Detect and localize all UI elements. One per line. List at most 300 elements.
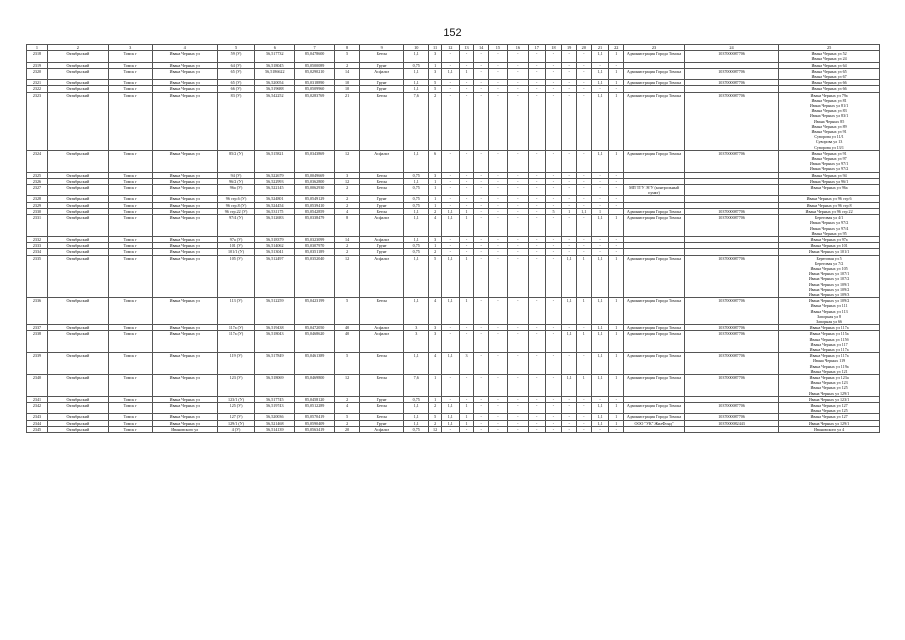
column-header: 18	[545, 45, 562, 51]
address-line: Ивана Черных ул 117	[810, 341, 848, 347]
table-cell: -	[474, 325, 489, 331]
address-line: Ивана Черных ул 97/2	[809, 166, 849, 172]
table-cell: 105 (У)	[217, 255, 255, 298]
table-cell: 56,522145	[255, 185, 295, 196]
column-header: 22	[609, 45, 624, 51]
table-cell: 56,519688	[255, 86, 295, 92]
table-cell: 1037000087706	[684, 325, 778, 331]
table-cell: 2	[429, 208, 442, 214]
table-cell: 1037000087706	[684, 374, 778, 396]
table-cell: 1	[429, 202, 442, 208]
table-cell: 85,0549129	[295, 196, 335, 202]
table-cell: Томск г	[108, 208, 152, 214]
table-cell: Томск г	[108, 92, 152, 150]
table-cell: 1,1	[591, 331, 609, 353]
table-cell: -	[545, 92, 562, 150]
table-cell: 56,517849	[255, 353, 295, 375]
table-cell: 0,75	[404, 243, 429, 249]
address-line: Ивана Черных ул 129/1	[808, 390, 850, 396]
table-cell: -	[545, 249, 562, 255]
table-cell: -	[528, 249, 545, 255]
table-cell: 1037000082443	[684, 420, 778, 426]
table-cell: -	[489, 62, 508, 68]
table-cell: 1,1	[591, 374, 609, 396]
table-cell: 1,1	[441, 298, 459, 325]
table-cell: 1,1	[562, 255, 577, 298]
table-cell: -	[545, 403, 562, 414]
table-cell	[779, 331, 880, 353]
table-cell: Октябрьский	[47, 420, 108, 426]
table-cell: Администрация Города Томска	[624, 150, 685, 172]
table-cell: -	[441, 178, 459, 184]
address-line: Ивана Черных ул 94	[811, 172, 847, 178]
table-cell: Асфальт	[360, 325, 404, 331]
table-cell: -	[489, 86, 508, 92]
address-line: Ивана Черных ул 96 стр 22	[805, 208, 853, 214]
address-line: Ивана Черных ул 101/1	[808, 249, 850, 255]
table-cell: -	[577, 172, 592, 178]
table-cell: 2334	[27, 249, 48, 255]
table-cell: 1,1	[441, 353, 459, 375]
table-cell: 1,1	[404, 51, 429, 62]
table-cell: -	[562, 249, 577, 255]
table-cell: 1	[609, 51, 624, 62]
table-cell: 85,0509960	[295, 86, 335, 92]
table-cell: -	[507, 86, 528, 92]
address-line: Ивана Черных ул 127	[810, 414, 848, 420]
table-cell	[779, 298, 880, 325]
table-cell: -	[577, 243, 592, 249]
table-cell: Ивана Черных ул	[152, 202, 217, 208]
table-cell: 85,0318890	[295, 80, 335, 86]
table-cell: 1,1	[562, 298, 577, 325]
table-cell: -	[459, 196, 474, 202]
table-cell: 2321	[27, 80, 48, 86]
table-cell: -	[507, 396, 528, 402]
address-line: Ивана Черных ул 123/1	[808, 396, 850, 402]
table-cell: 7,6	[404, 92, 429, 150]
table-cell: -	[528, 414, 545, 420]
column-header: 24	[684, 45, 778, 51]
table-cell: 2343	[27, 414, 48, 420]
table-cell: -	[489, 178, 508, 184]
table-cell: -	[459, 426, 474, 432]
table-cell: Ивана Черных ул	[152, 325, 217, 331]
table-cell: Администрация Города Томска	[624, 51, 685, 62]
table-cell: -	[489, 243, 508, 249]
table-cell: 1,1	[441, 414, 459, 420]
table-cell: -	[459, 172, 474, 178]
table-cell: Октябрьский	[47, 249, 108, 255]
table-cell: 1037000087706	[684, 51, 778, 62]
column-header: 13	[459, 45, 474, 51]
table-cell: 96 стр.8 (У)	[217, 202, 255, 208]
table-cell: -	[545, 172, 562, 178]
address-line: Суворова ул 11/1	[814, 134, 844, 140]
table-cell: Асфальт	[360, 236, 404, 242]
table-cell: Томск г	[108, 172, 152, 178]
table-cell: 85,0461389	[295, 353, 335, 375]
table-cell: 85,0590409	[295, 420, 335, 426]
table-cell: 1,1	[441, 215, 459, 237]
table-cell: -	[507, 249, 528, 255]
column-header: 23	[624, 45, 685, 51]
table-cell: -	[474, 331, 489, 353]
table-cell: -	[562, 185, 577, 196]
table-cell: 2341	[27, 396, 48, 402]
table-cell: 12	[335, 178, 360, 184]
address-line: Ивана Черных ул 123а	[809, 374, 849, 380]
table-cell: Грунт	[360, 62, 404, 68]
address-line: Ивана Черных ул 125	[810, 385, 848, 391]
address-line: Ивана Черных ул 66	[811, 80, 847, 86]
table-cell: -	[545, 255, 562, 298]
table-cell: Администрация Города Томска	[624, 298, 685, 325]
table-cell: 125 (У)	[217, 403, 255, 414]
table-cell: 85,0500089	[295, 62, 335, 68]
table-cell: 3	[404, 325, 429, 331]
table-cell: 56,512683	[255, 215, 295, 237]
address-line: Запорная ул 8	[817, 313, 842, 319]
table-cell: Томск г	[108, 178, 152, 184]
table-cell: -	[489, 396, 508, 402]
table-cell: -	[562, 243, 577, 249]
table-cell: 129/1 (У)	[217, 420, 255, 426]
table-row	[27, 150, 880, 172]
table-cell: 1,1	[591, 215, 609, 237]
table-cell: Октябрьский	[47, 68, 108, 79]
table-cell: 1	[459, 414, 474, 420]
table-cell: -	[489, 403, 508, 414]
address-line: Ивана Черных ул 119а	[809, 363, 849, 369]
table-cell: 2338	[27, 331, 48, 353]
table-cell: -	[591, 249, 609, 255]
address-line: Ивана Черных ул 107/1	[808, 271, 850, 277]
table-cell: 1037000087706	[684, 298, 778, 325]
table-cell: 20	[335, 426, 360, 432]
table-cell	[779, 150, 880, 172]
table-cell: 2325	[27, 172, 48, 178]
table-cell: 0,75	[404, 396, 429, 402]
table-cell: 101/1 (У)	[217, 249, 255, 255]
table-cell: -	[474, 374, 489, 396]
table-cell: -	[591, 185, 609, 196]
table-cell: 123 (У)	[217, 374, 255, 396]
table-cell: -	[545, 185, 562, 196]
table-cell: 56,5186622	[255, 68, 295, 79]
table-cell	[779, 68, 880, 79]
column-header: 4	[152, 45, 217, 51]
table-cell: 3	[429, 68, 442, 79]
table-cell: Бетон	[360, 172, 404, 178]
table-cell: -	[489, 249, 508, 255]
address-line: Ивана Черных ул 97а	[810, 236, 848, 242]
table-cell: Томск г	[108, 426, 152, 432]
table-cell: 0,75	[404, 196, 429, 202]
table-cell: 4 (У)	[217, 426, 255, 432]
table-cell: -	[577, 68, 592, 79]
table-cell: 1	[609, 255, 624, 298]
table-cell: -	[609, 396, 624, 402]
address-line: Ивана Черных ул 115а	[809, 331, 849, 337]
table-cell: -	[474, 172, 489, 178]
table-cell: Томск г	[108, 374, 152, 396]
table-cell: Томск г	[108, 331, 152, 353]
table-cell: -	[577, 215, 592, 237]
table-cell: 1	[609, 414, 624, 420]
table-cell: Томск г	[108, 185, 152, 196]
column-header: 14	[474, 45, 489, 51]
table-cell: Октябрьский	[47, 62, 108, 68]
table-cell: 3	[429, 236, 442, 242]
table-cell: Октябрьский	[47, 150, 108, 172]
table-cell: 1	[609, 420, 624, 426]
table-cell: 1,1	[404, 414, 429, 420]
address-line: Ивана Черных 85	[813, 118, 845, 124]
table-cell: -	[609, 185, 624, 196]
table-cell: Ивана Черных ул	[152, 196, 217, 202]
table-cell: -	[507, 426, 528, 432]
table-cell: Томск г	[108, 80, 152, 86]
table-cell: 3	[404, 331, 429, 353]
table-cell: 1,1	[591, 325, 609, 331]
table-cell: -	[609, 172, 624, 178]
table-cell: 85,0351189	[295, 249, 335, 255]
table-cell: Ивановского ул	[152, 426, 217, 432]
table-cell: -	[489, 150, 508, 172]
table-cell: 3	[429, 331, 442, 353]
table-row	[27, 331, 880, 353]
table-cell: 1,1	[441, 403, 459, 414]
table-cell: 56,520036	[255, 414, 295, 420]
table-cell: 1	[609, 374, 624, 396]
table-cell: -	[489, 420, 508, 426]
table-cell: -	[507, 420, 528, 426]
table-cell: 1,1	[591, 353, 609, 375]
table-cell: 14	[335, 68, 360, 79]
address-line: Ивана Черных ул 97/4	[809, 225, 849, 231]
table-cell: Администрация Города Томска	[624, 331, 685, 353]
table-cell: 3	[429, 325, 442, 331]
column-header: 7	[295, 45, 335, 51]
table-cell: 85,0323099	[295, 236, 335, 242]
table-cell: Октябрьский	[47, 374, 108, 396]
table-cell: -	[577, 62, 592, 68]
table-cell: 1,1	[404, 68, 429, 79]
table-cell: -	[562, 172, 577, 178]
table-cell: 56,513041	[255, 249, 295, 255]
table-cell: 56,531175	[255, 208, 295, 214]
table-cell: -	[474, 426, 489, 432]
table-cell: -	[474, 80, 489, 86]
table-cell: 1,1	[441, 255, 459, 298]
table-cell: -	[591, 172, 609, 178]
table-cell: Ивана Черных ул	[152, 331, 217, 353]
table-cell: 3	[335, 172, 360, 178]
table-cell: 56,518045	[255, 62, 295, 68]
table-cell: -	[441, 80, 459, 86]
table-cell: Октябрьский	[47, 185, 108, 196]
table-cell: 85,0469800	[295, 374, 335, 396]
table-cell: 12	[335, 150, 360, 172]
table-cell: -	[562, 150, 577, 172]
table-cell: Грунт	[360, 420, 404, 426]
table-cell: -	[562, 68, 577, 79]
table-cell: 5	[429, 80, 442, 86]
table-cell: 1,1	[591, 68, 609, 79]
table-cell: 85,0343869	[295, 150, 335, 172]
column-header: 17	[528, 45, 545, 51]
table-cell: 2326	[27, 178, 48, 184]
table-cell: -	[562, 420, 577, 426]
table-cell: -	[591, 243, 609, 249]
table-cell: -	[545, 298, 562, 325]
table-cell: 56,524801	[255, 196, 295, 202]
address-line: Ивана Черных ул 109/1	[808, 281, 850, 287]
table-cell: 1	[429, 185, 442, 196]
table-cell: -	[591, 426, 609, 432]
table-cell: -	[489, 202, 508, 208]
table-cell: 1	[577, 298, 592, 325]
address-line: Ивана Черных ул 105	[810, 265, 848, 271]
table-cell: -	[441, 51, 459, 62]
table-cell: 1,1	[404, 215, 429, 237]
address-line: Ивана Черных ул 81	[811, 97, 847, 103]
table-cell: Ивана Черных ул	[152, 62, 217, 68]
table-cell: -	[459, 62, 474, 68]
table-cell: 56,519438	[255, 325, 295, 331]
table-cell: -	[474, 243, 489, 249]
table-cell: ООО "УК" ЖилФонд"	[624, 420, 685, 426]
table-cell: -	[545, 420, 562, 426]
address-line: Ивана Черных ул 129/1	[808, 420, 850, 426]
table-cell: 85,0049669	[295, 172, 335, 178]
table-cell: -	[507, 374, 528, 396]
table-cell: 1,1	[404, 420, 429, 426]
column-header: 15	[489, 45, 508, 51]
table-cell: 85,0062930	[295, 185, 335, 196]
table-cell: -	[474, 255, 489, 298]
table-cell: Томск г	[108, 202, 152, 208]
table-cell: Бетон	[360, 208, 404, 214]
table-cell: -	[474, 215, 489, 237]
table-cell: Администрация Города Томска	[624, 208, 685, 214]
table-cell: -	[474, 414, 489, 420]
table-cell: Асфальт	[360, 150, 404, 172]
table-cell: Асфальт	[360, 68, 404, 79]
table-cell: 59 (У)	[217, 51, 255, 62]
table-cell: Октябрьский	[47, 396, 108, 402]
table-cell: 2	[335, 62, 360, 68]
table-row	[27, 255, 880, 298]
table-cell: -	[441, 150, 459, 172]
table-cell: 64 (У)	[217, 62, 255, 68]
table-cell: 5	[429, 255, 442, 298]
table-cell: -	[528, 325, 545, 331]
table-cell	[684, 426, 778, 432]
table-cell: 5	[429, 86, 442, 92]
table-cell: 56,520054	[255, 80, 295, 86]
address-line: Запорная ул 66	[816, 318, 843, 324]
table-cell: 1,1	[404, 255, 429, 298]
page-number: 152	[443, 27, 462, 39]
address-line: Ивана Черных ул 111	[810, 303, 848, 309]
table-cell: -	[577, 325, 592, 331]
table-cell: Октябрьский	[47, 426, 108, 432]
table-cell: 1	[609, 215, 624, 237]
table-cell	[779, 215, 880, 237]
table-cell: 5	[335, 298, 360, 325]
table-cell: Томск г	[108, 62, 152, 68]
table-cell: 1	[459, 403, 474, 414]
table-cell: 2327	[27, 185, 48, 196]
table-cell: -	[577, 92, 592, 150]
table-cell: 3	[459, 353, 474, 375]
table-cell: 2	[429, 249, 442, 255]
address-line: Ивана Черных ул 96 стр 8	[806, 202, 852, 208]
table-cell: -	[577, 202, 592, 208]
table-cell: -	[459, 325, 474, 331]
table-cell: -	[441, 236, 459, 242]
table-cell: -	[459, 243, 474, 249]
table-cell: Томск г	[108, 414, 152, 420]
table-cell: Октябрьский	[47, 255, 108, 298]
table-cell: 1,1	[404, 150, 429, 172]
table-cell: 1	[429, 178, 442, 184]
table-cell: -	[577, 353, 592, 375]
table-cell: -	[528, 208, 545, 214]
table-row	[27, 92, 880, 150]
table-cell: Администрация Города Томска	[624, 403, 685, 414]
table-cell: 85,0512289	[295, 403, 335, 414]
table-cell: 2	[335, 185, 360, 196]
table-cell: -	[562, 236, 577, 242]
table-cell: 2	[335, 396, 360, 402]
table-cell: -	[441, 202, 459, 208]
table-cell: 85,0478600	[295, 51, 335, 62]
table-cell: -	[545, 331, 562, 353]
table-cell: 7,6	[404, 374, 429, 396]
table-cell: Ивана Черных ул	[152, 68, 217, 79]
table-cell: 56,512259	[255, 298, 295, 325]
table-cell: 1037000087706	[684, 255, 778, 298]
table-cell: -	[507, 255, 528, 298]
table-cell: 3	[429, 51, 442, 62]
table-cell: -	[577, 396, 592, 402]
table-cell: 1	[609, 325, 624, 331]
table-cell: 85,0458120	[295, 396, 335, 402]
table-cell: -	[507, 403, 528, 414]
address-line: Суворова ул 13	[815, 139, 843, 145]
address-line: Ивана Черных ул 101	[810, 243, 848, 249]
table-cell: -	[474, 236, 489, 242]
table-cell: -	[441, 172, 459, 178]
table-cell: -	[507, 150, 528, 172]
table-cell: 21	[335, 92, 360, 150]
table-cell: 2335	[27, 255, 48, 298]
table-cell: -	[507, 243, 528, 249]
table-cell: -	[489, 414, 508, 420]
table-cell: Томск г	[108, 403, 152, 414]
table-cell: -	[474, 86, 489, 92]
table-cell: 1037000087706	[684, 215, 778, 237]
table-cell: Октябрьский	[47, 236, 108, 242]
table-cell: 56,517745	[255, 396, 295, 402]
table-cell: Бетон	[360, 374, 404, 396]
table-cell: 6	[429, 150, 442, 172]
table-cell: 2330	[27, 208, 48, 214]
table-row	[27, 403, 880, 414]
